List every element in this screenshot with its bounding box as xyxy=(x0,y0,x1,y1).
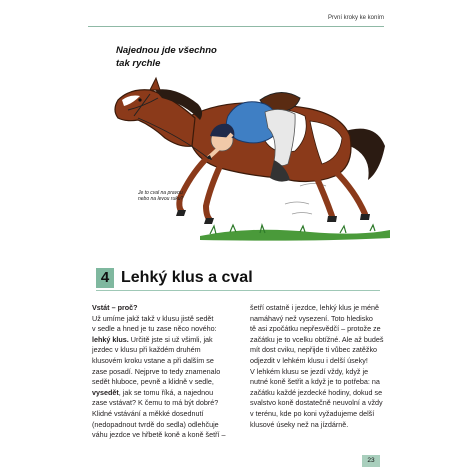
text-line: nutné koně šetřit a když je to potřeba: na xyxy=(250,377,380,387)
horse-rider-illustration xyxy=(110,76,400,246)
text-line: v sedle a hned je tu zase něco nového: xyxy=(92,324,217,334)
header-rule xyxy=(88,26,384,27)
right-text-column xyxy=(250,303,390,430)
section-title: Lehký klus a cval xyxy=(121,269,253,286)
text-line: klusové úseky než na jízdárně. xyxy=(250,419,349,429)
caption-line-1: Najednou jde všechno xyxy=(116,45,217,56)
text-line: Klidné vstávání a měkké dosednutí xyxy=(92,408,204,418)
text-line: Vstát – proč? xyxy=(92,303,138,312)
caption-line-2: tak rychle xyxy=(116,58,161,69)
text-line: šetří ostatně i jezdce, lehký klus je méně xyxy=(250,303,380,312)
text-line: váhu jezdce ve hřbetě koně a koně šetří – xyxy=(92,430,226,440)
text-line: zase posadí. Nejprve to tedy znamenalo xyxy=(92,366,221,376)
text-line: V lehkém klusu se jezdí vždy, když je xyxy=(250,366,369,376)
text-line: sedět hluboce, pevně a klidně v sedle, xyxy=(92,377,214,387)
text-line: vysedět, jak se tomu říká, a najednou xyxy=(92,387,214,397)
page-number: 23 xyxy=(362,455,380,467)
illustration-caption xyxy=(116,44,217,70)
text-line: lehký klus. Určitě jste si už všimli, jak xyxy=(92,334,213,344)
text-line: jezdec v klusu při každém druhém xyxy=(92,345,201,355)
text-line: tě asi zpočátku nepřesvědčí – protože ze xyxy=(250,324,381,334)
bubble-line-2: nebo na levou ruku? xyxy=(138,196,184,202)
text-line: v terénu, kde po koni vyžadujeme delší xyxy=(250,408,375,418)
speech-bubble xyxy=(138,190,183,202)
text-line: zase vstávat? K čemu to má být dobré? xyxy=(92,398,219,408)
text-line: svalstvo koně dostatečně neuvolní a vždy xyxy=(250,398,383,408)
text-line: klusovém kroku vstane a při dalším se xyxy=(92,355,214,365)
section-rule xyxy=(96,290,380,291)
text-line: Už umíme jakž takž v klusu jistě sedět xyxy=(92,313,214,323)
section-number: 4 xyxy=(96,268,114,288)
text-line: odjezdit v lehkém klusu i delší úseky! xyxy=(250,355,368,365)
running-head: První kroky ke koním xyxy=(327,15,384,21)
grass-ground xyxy=(200,230,390,241)
bubble-line-1: Je to cval na pravou xyxy=(138,190,183,196)
section-heading xyxy=(96,268,366,288)
text-line: (nedopadnout tvrdě do sedla) odlehčuje xyxy=(92,419,219,429)
text-line: namáhavý než vysezení. Toto hledisko xyxy=(250,313,373,323)
text-line: začátku každé jezdecké hodiny, dokud se xyxy=(250,387,383,397)
text-line: mít dost cviku, nepřijde ti vůbec zatěžko xyxy=(250,345,378,355)
left-text-column xyxy=(92,303,240,441)
text-line: začátku je to vcelku obtížné. Ale až budeš xyxy=(250,334,384,344)
